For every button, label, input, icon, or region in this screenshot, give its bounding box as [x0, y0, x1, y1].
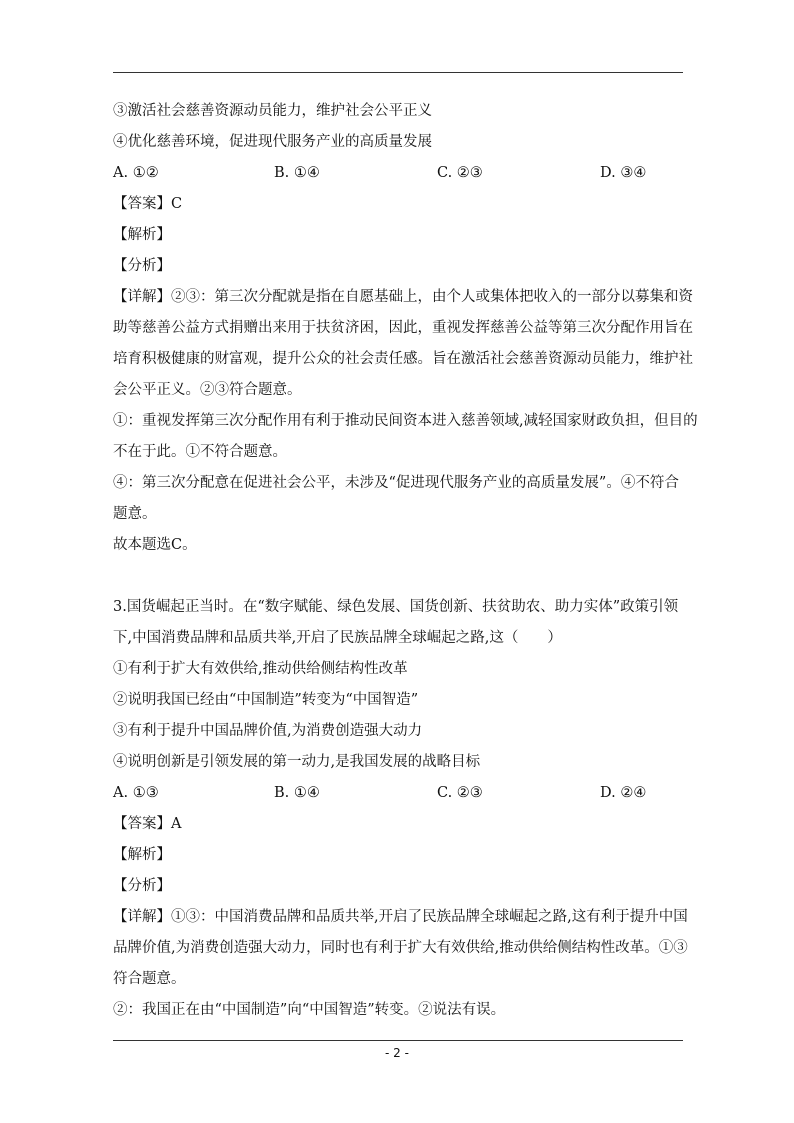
q2-detail-line: 【详解】②③：第三次分配就是指在自愿基础上，由个人或集体把收入的一部分以募集和资	[113, 289, 693, 305]
q3-choice-c: C. ②③	[437, 785, 483, 801]
q3-detail-line: ②：我国正在由“中国制造”向“中国智造”转变。②说法有误。	[113, 1002, 506, 1018]
q2-detail-line: ①：重视发挥第三次分配作用有利于推动民间资本进入慈善领域,减轻国家财政负担，但目的	[113, 413, 698, 429]
q2-conclusion: 故本题选C。	[113, 537, 197, 553]
question-spacer	[113, 561, 685, 592]
q3-choice-d: D. ②④	[600, 785, 647, 801]
q3-choice-b: B. ①④	[274, 785, 320, 801]
q2-jiexi: 【解析】	[113, 227, 171, 243]
q2-fenxi: 【分析】	[113, 258, 171, 274]
q2-choice-c: C. ②③	[437, 165, 483, 181]
q3-fenxi: 【分析】	[113, 878, 171, 894]
q3-option-3: ③有利于提升中国品牌价值,为消费创造强大动力	[113, 723, 423, 739]
q3-stem-line: 3.国货崛起正当时。在“数字赋能、绿色发展、国货创新、扶贫助农、助力实体”政策引领	[113, 599, 679, 615]
q3-stem-line: 下,中国消费品牌和品质共举,开启了民族品牌全球崛起之路,这（ ）	[113, 630, 562, 646]
q2-choice-b: B. ①④	[274, 165, 320, 181]
q2-detail-line: 会公平正义。②③符合题意。	[113, 382, 302, 398]
q3-option-2: ②说明我国已经由“中国制造”转变为“中国智造”	[113, 692, 419, 708]
q2-detail-line: 不在于此。①不符合题意。	[113, 444, 287, 460]
q3-option-4: ④说明创新是引领发展的第一动力,是我国发展的战略目标	[113, 754, 481, 770]
q2-choice-a: A. ①②	[113, 165, 159, 181]
page-body	[113, 96, 698, 1026]
q2-detail-line: 培育积极健康的财富观，提升公众的社会责任感。旨在激活社会慈善资源动员能力，维护社	[113, 351, 693, 367]
header-rule	[113, 72, 683, 73]
q2-choices	[113, 158, 685, 189]
q2-detail-line: 助等慈善公益方式捐赠出来用于扶贫济困，因此，重视发挥慈善公益等第三次分配作用旨在	[113, 320, 693, 336]
q3-option-1: ①有利于扩大有效供给,推动供给侧结构性改革	[113, 661, 408, 677]
q3-choices	[113, 778, 685, 809]
q3-choice-a: A. ①③	[113, 785, 159, 801]
q3-answer: 【答案】A	[113, 816, 182, 832]
q3-detail-line: 品牌价值,为消费创造强大动力，同时也有利于扩大有效供给,推动供给侧结构性改革。①③	[113, 940, 688, 956]
q2-option-4: ④优化慈善环境，促进现代服务产业的高质量发展	[113, 134, 432, 150]
q3-detail-line: 符合题意。	[113, 971, 186, 987]
q2-detail-line: ④：第三次分配意在促进社会公平，未涉及“促进现代服务产业的高质量发展”。④不符合	[113, 475, 679, 491]
q2-choice-d: D. ③④	[600, 165, 647, 181]
footer-rule	[113, 1040, 683, 1041]
q2-detail-line: 题意。	[113, 506, 157, 522]
q3-jiexi: 【解析】	[113, 847, 171, 863]
q2-option-3: ③激活社会慈善资源动员能力，维护社会公平正义	[113, 103, 432, 119]
q2-answer: 【答案】C	[113, 196, 183, 212]
q3-detail-line: 【详解】①③：中国消费品牌和品质共举,开启了民族品牌全球崛起之路,这有利于提升中国	[113, 909, 688, 925]
page-number: - 2 -	[385, 1046, 409, 1060]
